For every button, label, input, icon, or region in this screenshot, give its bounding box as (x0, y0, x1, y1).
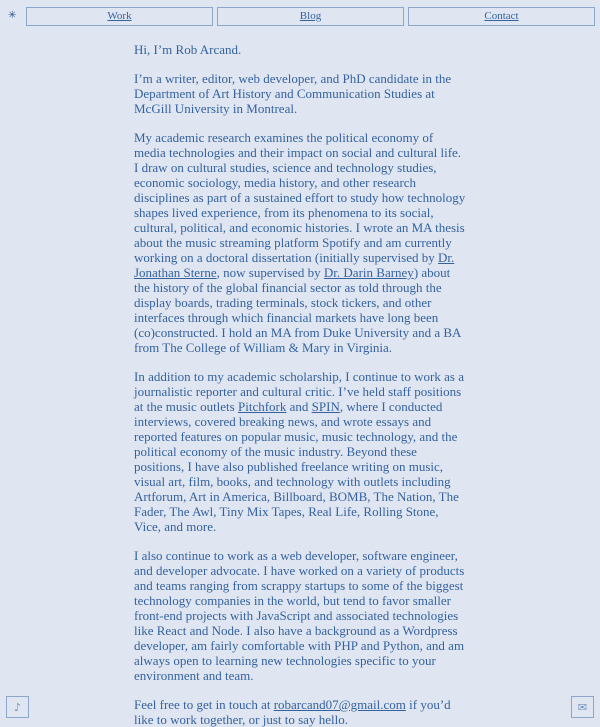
inline-link[interactable]: Dr. Darin Barney (323, 265, 414, 280)
bio-paragraph: Feel free to get in touch at robarcand07@gmail.com if you’d like to work together, or just to say hello. (134, 697, 451, 727)
bio-paragraph: I’m a writer, editor, web developer, and PhD candidate in the Department of Art History and Communication Studies at McGill University in Montreal. (134, 71, 452, 116)
inline-link[interactable]: SPIN (311, 399, 340, 414)
nav-item-work[interactable] (26, 7, 213, 26)
nav-item-contact-label: Contact (484, 10, 519, 22)
inline-link[interactable]: Dr. Jonathan Sterne (134, 250, 455, 280)
nav-item-blog-label: Blog (299, 10, 322, 22)
music-note-button[interactable] (6, 696, 29, 718)
music-note-icon: ♪ (13, 700, 22, 714)
bio-paragraph: Hi, I’m Rob Arcand. (134, 42, 242, 57)
asterisk-icon: ✳ (8, 10, 17, 21)
nav-item-contact[interactable] (408, 7, 595, 26)
mail-icon: ✉ (577, 700, 588, 714)
nav-item-blog[interactable] (217, 7, 404, 26)
bio-text (134, 42, 466, 727)
bio-paragraph: I also continue to work as a web developer, software engineer, and developer advocate. I have worked on a variety of products and teams ranging from scrappy startups to some of the biggest technology companies in the world, but tend to favor smaller front-end projects with JavaScript and associated technologies like React and Node. I also have a background as a Wordpress developer, am fairly comfortable with PHP and Python, and am always open to learning new technologies specific to your environment and team. (134, 548, 465, 683)
mail-button[interactable] (571, 696, 594, 718)
nav-item-work-label: Work (107, 10, 132, 22)
bio-paragraph: In addition to my academic scholarship, I continue to work as a journalistic reporter and cultural critic. I’ve held staff positions at the music outlets Pitchfork and SPIN, where I conducted interviews, covered breaking news, and wrote essays and reported features on popular music, music technology, and the political economy of the music industry. Beyond these positions, I have also published freelance writing on music, visual art, film, books, and technology with outlets including Artforum, Art in America, Billboard, BOMB, The Nation, The Fader, The Awl, Tiny Mix Tapes, Real Life, Rolling Stone, Vice, and more. (134, 369, 464, 534)
inline-link[interactable]: Pitchfork (237, 399, 287, 414)
bio-paragraph: My academic research examines the political economy of media technologies and their impact on social and cultural life. I draw on cultural studies, science and technology studies, economic sociology, media history, and other research disciplines as part of a sustained effort to study how technology shapes lived experience, from its phenomena to its social, cultural, political, and economic histories. I wrote an MA thesis about the music streaming platform Spotify and am currently working on a doctoral dissertation (initially supervised by Dr. Jonathan Sterne, now supervised by Dr. Darin Barney) about the history of the global financial sector as told through the display boards, trading terminals, stock tickers, and other interfaces through which financial markets have long been (co)constructed. I hold an MA from Duke University and a BA from The College of William & Mary in Virginia. (134, 130, 466, 355)
inline-link[interactable]: robarcand07@gmail.com (273, 697, 406, 712)
top-nav (0, 0, 600, 27)
